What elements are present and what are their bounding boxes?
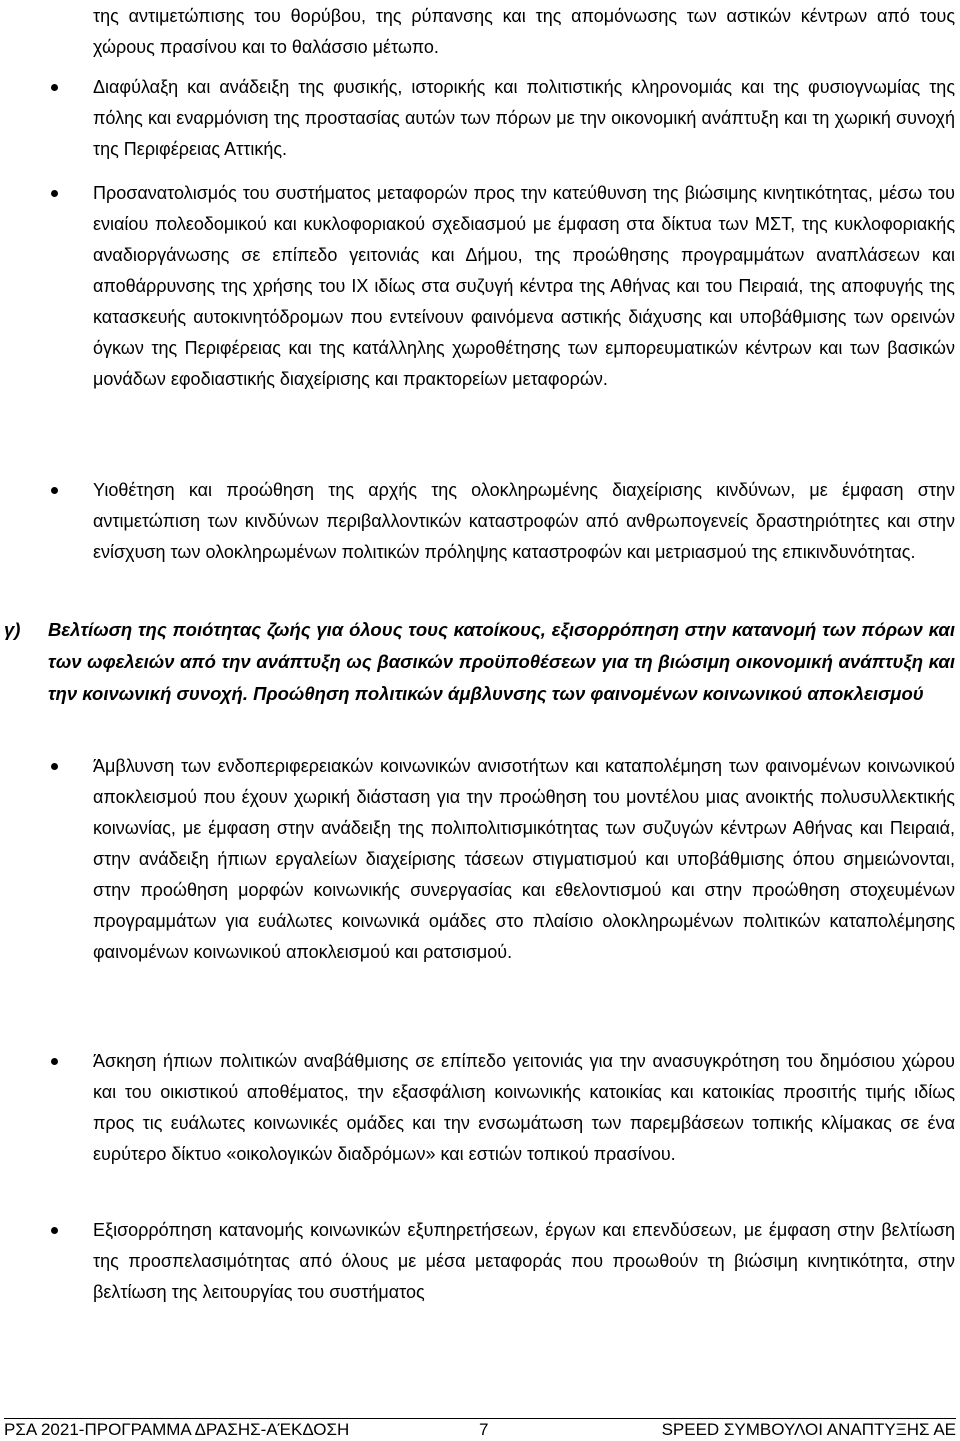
page-footer [4,1420,956,1440]
bullet-icon [51,487,58,494]
section-heading: Βελτίωση της ποιότητας ζωής για όλους τους κατοίκους, εξισορρόπηση στην κατανομή των πόρων και των ωφελειών από την ανάπτυξη ως βασικών προϋποθέσεων για τη βιώσιμη οικονομική ανάπτυξη και την κοινωνική συνοχή. Προώθηση πολιτικών άμβλυνσης των φαινομένων κοινωνικού αποκλεισμού [48,619,955,704]
list-item-text: Διαφύλαξη και ανάδειξη της φυσικής, ιστορικής και πολιτιστικής κληρονομιάς και της φυσιογνωμίας της πόλης και εναρμόνιση της προστασίας αυτών των πόρων με την οικονομική ανάπτυξη και τη χωρική συνοχή της Περιφέρειας Αττικής. [93,77,955,159]
bullet-icon [51,84,58,91]
list-item [93,178,955,395]
bullet-icon [51,190,58,197]
footer-document-title: ΡΣΑ 2021-ΠΡΟΓΡΑΜΜΑ ΔΡΑΣΗΣ-ΑΈΚΔΟΣΗ [4,1420,350,1439]
list-item-text: Άσκηση ήπιων πολιτικών αναβάθμισης σε επίπεδο γειτονιάς για την ανασυγκρότηση του δημόσιου χώρου και του οικιστικού αποθέματος, την εξασφάλιση κοινωνικής κατοικίας και κατοικίας προσιτής τιμής ιδίως προς τις ευάλωτες κοινωνικές ομάδες και την ενσωμάτωση των παρεμβάσεων τοπικής κλίμακας σε ένα ευρύτερο δίκτυο «οικολογικών διαδρόμων» και εστιών τοπικού πρασίνου. [93,1051,955,1164]
list-item-text: Υιοθέτηση και προώθηση της αρχής της ολοκληρωμένης διαχείρισης κινδύνων, με έμφαση στην αντιμετώπιση των κινδύνων περιβαλλοντικών καταστροφών από ανθρωπογενείς δραστηριότητες και στην ενίσχυση των ολοκληρωμένων πολιτικών πρόληψης καταστροφών και μετριασμού της επικινδυνότητας. [93,480,955,562]
footer-divider [4,1418,956,1419]
bullet-icon [51,1227,58,1234]
page-number: 7 [479,1420,489,1439]
list-item [93,72,955,165]
bullet-icon [51,1058,58,1065]
list-item [93,1046,955,1170]
footer-company: SPEED ΣΥΜΒΟΥΛΟΙ ΑΝΑΠΤΥΞΗΣ ΑΕ [661,1420,956,1439]
continuation-paragraph: της αντιμετώπισης του θορύβου, της ρύπανσης και της απομόνωσης των αστικών κέντρων από τους χώρους πρασίνου και το θαλάσσιο μέτωπο. [93,6,955,57]
list-item [93,1215,955,1308]
section-label: γ) [4,619,21,640]
list-item [93,751,955,968]
list-item-text: Προσανατολισμός του συστήματος μεταφορών προς την κατεύθυνση της βιώσιμης κινητικότητας, μέσω του ενιαίου πολεοδομικού και κυκλοφοριακού σχεδιασμού με έμφαση στα δίκτυα των ΜΣΤ, της κυκλοφοριακής αναδιοργάνωσης σε επίπεδο γειτονιάς και Δήμου, της προώθησης προγραμμάτων αναπλάσεων και αποθάρρυνσης της χρήσης του ΙΧ ιδίως στα συζυγή κέντρα της Αθήνας και του Πειραιά, της αποφυγής της κατασκευής αυτοκινητόδρομων που εντείνουν φαινόμενα αστικής διάχυσης και υποβάθμισης των ορεινών όγκων της Περιφέρειας και της κατάλληλης χωροθέτησης των εμπορευματικών κέντρων και των βασικών μονάδων εφοδιαστικής διαχείρισης και πρακτορείων μεταφορών. [93,183,955,389]
list-item-text: Άμβλυνση των ενδοπεριφερειακών κοινωνικών ανισοτήτων και καταπολέμηση των φαινομένων κοινωνικού αποκλεισμού που έχουν χωρική διάσταση για την προώθηση του μοντέλου μιας ανοικτής πολυσυλλεκτικής κοινωνίας, με έμφαση στην ανάδειξη της πολιπολιτισμικότητας των συζυγών κέντρων Αθήνας και Πειραιά, στην ανάδειξη ήπιων εργαλείων διαχείρισης τάσεων στιγματισμού και υποβάθμισης όπου σημειώνονται, στην προώθηση μορφών κοινωνικής συνεργασίας και εθελοντισμού και στην προώθηση στοχευμένων προγραμμάτων για ευάλωτες κοινωνικά ομάδες στο πλαίσιο ολοκληρωμένων πολιτικών καταπολέμησης φαινομένων κοινωνικού αποκλεισμού και ρατσισμού. [93,756,955,962]
list-item [93,475,955,568]
list-item-text: Εξισορρόπηση κατανομής κοινωνικών εξυπηρετήσεων, έργων και επενδύσεων, με έμφαση στην βελτίωση της προσπελασιμότητας από όλους με μέσα μεταφοράς που προωθούν τη βιώσιμη κινητικότητα, στην βελτίωση της λειτουργίας του συστήματος [93,1220,955,1302]
bullet-icon [51,763,58,770]
